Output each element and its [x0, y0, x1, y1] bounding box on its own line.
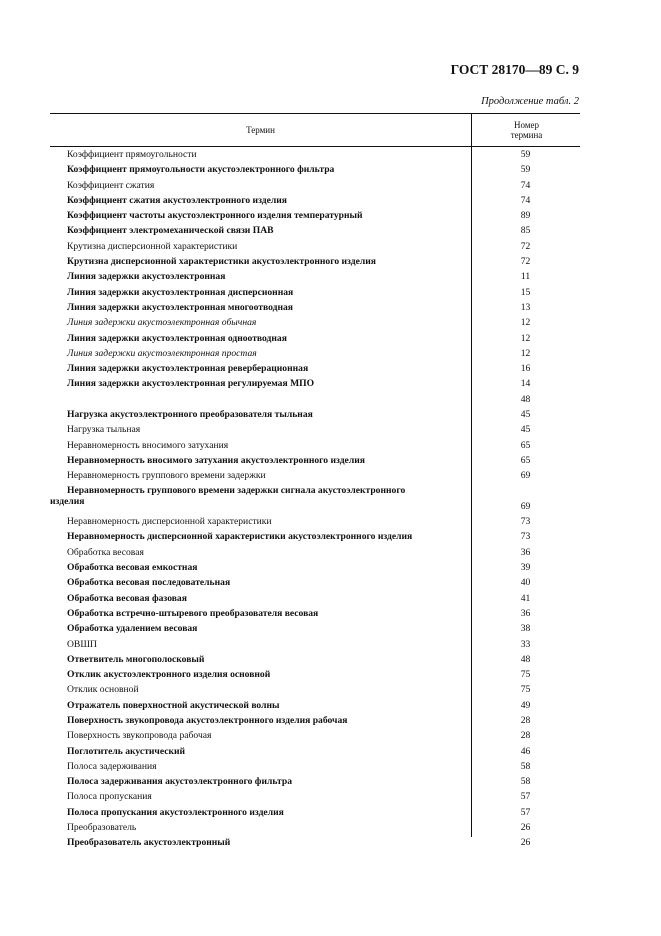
term-number: 46	[520, 745, 531, 757]
term-text: Линия задержки акустоэлектронная простая	[67, 347, 257, 359]
term-text: ОВШП	[67, 638, 97, 650]
term-text: Отражатель поверхностной акустической волны	[67, 699, 280, 711]
term-cell	[67, 407, 313, 422]
term-cell	[67, 560, 197, 575]
term-text: Отклик основной	[67, 684, 139, 696]
number-cell	[471, 193, 580, 208]
term-number: 26	[520, 837, 531, 849]
table-row	[50, 591, 580, 606]
term-cell	[67, 744, 185, 759]
term-text: Полоса пропускания	[67, 791, 152, 803]
term-cell	[67, 331, 287, 346]
term-text: Преобразователь	[67, 822, 137, 834]
table-row	[50, 560, 580, 575]
term-text: Полоса пропускания акустоэлектронного изделия	[67, 806, 284, 818]
term-cell	[67, 147, 197, 162]
number-cell	[471, 162, 580, 177]
term-number: 12	[520, 317, 531, 329]
term-cell	[67, 438, 228, 453]
term-number: 74	[520, 194, 531, 206]
number-cell	[471, 728, 580, 743]
table-header	[50, 113, 580, 147]
term-number: 45	[520, 424, 531, 436]
term-cell	[67, 652, 204, 667]
term-text: Поглотитель акустический	[67, 745, 186, 757]
term-text: Коэффициент частоты акустоэлектронного изделия температурный	[67, 210, 363, 222]
term-number: 12	[520, 347, 531, 359]
number-cell	[471, 300, 580, 315]
term-number: 72	[520, 240, 531, 252]
table-row	[50, 223, 580, 238]
term-number: 57	[520, 791, 531, 803]
term-text: Линия задержки акустоэлектронная многоотводная	[67, 301, 293, 313]
table-row	[50, 820, 580, 835]
table-row	[50, 606, 580, 621]
term-text: Нагрузка акустоэлектронного преобразователя тыльная	[67, 409, 313, 421]
term-cell	[67, 514, 272, 529]
table-row	[50, 300, 580, 315]
term-number: 58	[520, 760, 531, 772]
table-row	[50, 239, 580, 254]
term-cell	[67, 315, 256, 330]
number-cell	[471, 698, 580, 713]
table-body	[50, 147, 580, 851]
number-cell	[471, 514, 580, 529]
number-cell	[471, 774, 580, 789]
term-text: Коэффициент электромеханической связи ПАВ	[67, 225, 274, 237]
term-text: Линия задержки акустоэлектронная дисперсионная	[67, 286, 294, 298]
column-header-term: Термин	[246, 125, 275, 135]
term-text: Коэффициент прямоугольности	[67, 149, 197, 160]
number-cell	[471, 346, 580, 361]
term-text: Обработка весовая емкостная	[67, 562, 198, 574]
table-row	[50, 162, 580, 177]
term-number: 48	[520, 653, 531, 665]
term-cell	[67, 820, 136, 835]
term-number: 85	[520, 225, 531, 237]
term-text: Неравномерность группового времени задержки сигнала акустоэлектронного	[67, 484, 406, 496]
term-cell	[67, 606, 318, 621]
table-continuation-label: Продолжение табл. 2	[481, 96, 579, 107]
term-number: 12	[520, 332, 531, 344]
term-text: Линия задержки акустоэлектронная регулируемая МПО	[67, 378, 315, 390]
table-row	[50, 805, 580, 820]
term-cell	[67, 575, 230, 590]
term-cell	[67, 178, 154, 193]
term-cell	[67, 667, 270, 682]
number-cell	[471, 560, 580, 575]
term-cell	[67, 208, 363, 223]
term-text-continuation: изделия	[50, 496, 85, 508]
term-text: Коэффициент прямоугольности акустоэлектронного фильтра	[67, 164, 335, 176]
number-cell	[471, 223, 580, 238]
term-text: Крутизна дисперсионной характеристики	[67, 240, 238, 252]
number-cell	[471, 331, 580, 346]
table-row	[50, 575, 580, 590]
term-number: 75	[520, 684, 531, 696]
number-cell	[471, 147, 580, 162]
number-cell	[471, 713, 580, 728]
table-row	[50, 667, 580, 682]
number-cell	[471, 835, 580, 850]
number-cell	[471, 652, 580, 667]
term-cell	[67, 682, 139, 697]
term-number: 69	[520, 470, 531, 482]
term-cell	[67, 805, 284, 820]
term-number: 40	[520, 577, 531, 589]
table-row	[50, 147, 580, 162]
number-cell	[471, 637, 580, 652]
number-cell	[471, 178, 580, 193]
number-cell	[471, 575, 580, 590]
term-number: 13	[520, 301, 531, 313]
term-cell	[67, 529, 412, 544]
term-text: Ответвитель многополосковый	[67, 653, 205, 665]
table-row	[50, 376, 580, 407]
term-text: Неравномерность вносимого затухания акустоэлектронного изделия	[67, 454, 365, 466]
number-cell	[471, 269, 580, 284]
table-row	[50, 346, 580, 361]
table-row	[50, 682, 580, 697]
number-cell	[471, 545, 580, 560]
table-row	[50, 361, 580, 376]
term-number: 65	[520, 439, 531, 451]
term-number: 49	[520, 699, 531, 711]
term-cell	[67, 193, 287, 208]
term-cell	[50, 484, 467, 508]
table-row	[50, 637, 580, 652]
term-cell	[67, 223, 274, 238]
term-number: 33	[520, 638, 531, 650]
number-cell	[471, 789, 580, 804]
column-header-number-line2: термина	[510, 130, 543, 140]
column-header-number-line1: Номер	[513, 120, 540, 130]
column-divider	[471, 145, 472, 837]
term-number: 26	[520, 822, 531, 834]
number-cell	[471, 759, 580, 774]
term-text: Полоса задерживания	[67, 760, 157, 772]
table-row	[50, 438, 580, 453]
table-row	[50, 514, 580, 529]
term-text: Неравномерность вносимого затухания	[67, 439, 229, 451]
term-number: 15	[520, 286, 531, 298]
term-number: 57	[520, 806, 531, 818]
term-text: Коэффициент сжатия	[67, 179, 155, 191]
term-cell	[67, 346, 257, 361]
number-cell	[471, 621, 580, 636]
term-number: 59	[520, 164, 531, 176]
term-number: 28	[520, 730, 531, 742]
term-number: 45	[520, 409, 531, 421]
number-cell	[471, 744, 580, 759]
term-text: Обработка удалением весовая	[67, 623, 198, 635]
column-header-number	[471, 114, 581, 146]
term-number: 74	[520, 179, 531, 191]
term-text: Обработка весовая	[67, 546, 144, 558]
number-cell	[471, 499, 580, 514]
number-cell	[471, 438, 580, 453]
term-cell	[67, 453, 365, 468]
term-number: 11	[520, 271, 531, 283]
table-row	[50, 621, 580, 636]
table-row	[50, 652, 580, 667]
term-number: 73	[520, 516, 531, 528]
term-text: Преобразователь акустоэлектронный	[67, 837, 231, 849]
number-cell	[471, 453, 580, 468]
number-cell	[471, 361, 580, 376]
table-row	[50, 193, 580, 208]
term-text: Крутизна дисперсионной характеристики акустоэлектронного изделия	[67, 256, 376, 268]
table-row	[50, 774, 580, 789]
number-cell	[471, 805, 580, 820]
table-row	[50, 407, 580, 422]
term-cell	[67, 774, 292, 789]
term-text: Нагрузка тыльная	[67, 424, 141, 436]
term-number: 36	[520, 546, 531, 558]
table-row	[50, 484, 580, 515]
table-row	[50, 254, 580, 269]
term-text: Неравномерность дисперсионной характеристики акустоэлектронного изделия	[67, 531, 413, 543]
term-cell	[67, 621, 197, 636]
term-cell	[67, 269, 225, 284]
term-number-extra: 48	[520, 393, 531, 405]
table-row	[50, 789, 580, 804]
term-number: 28	[520, 714, 531, 726]
term-text: Неравномерность группового времени задержки	[67, 470, 266, 482]
number-cell	[471, 468, 580, 483]
term-cell	[67, 468, 266, 483]
term-text: Линия задержки акустоэлектронная обычная	[67, 317, 257, 329]
term-cell	[67, 300, 293, 315]
term-cell	[67, 698, 280, 713]
table-row	[50, 315, 580, 330]
number-cell	[471, 606, 580, 621]
term-number: 72	[520, 256, 531, 268]
term-text: Обработка весовая фазовая	[67, 592, 187, 604]
term-number: 16	[520, 363, 531, 375]
term-number: 39	[520, 562, 531, 574]
table-row	[50, 468, 580, 483]
table-row	[50, 545, 580, 560]
term-cell	[67, 591, 187, 606]
term-text: Неравномерность дисперсионной характеристики	[67, 516, 272, 528]
table-row	[50, 331, 580, 346]
number-cell	[471, 315, 580, 330]
number-cell	[471, 529, 580, 544]
table-row	[50, 728, 580, 743]
table-row	[50, 744, 580, 759]
term-number: 14	[520, 378, 531, 390]
table-row	[50, 208, 580, 223]
term-cell	[67, 361, 308, 376]
number-cell	[471, 591, 580, 606]
term-number: 36	[520, 607, 531, 619]
term-text: Полоса задерживания акустоэлектронного фильтра	[67, 776, 293, 788]
term-cell	[67, 254, 376, 269]
term-text: Обработка весовая последовательная	[67, 577, 231, 589]
term-cell	[67, 376, 314, 391]
number-cell	[471, 667, 580, 682]
term-number: 65	[520, 454, 531, 466]
table-row	[50, 178, 580, 193]
table-row	[50, 698, 580, 713]
table-row	[50, 835, 580, 850]
term-number: 89	[520, 210, 531, 222]
term-cell	[67, 789, 152, 804]
table-row	[50, 759, 580, 774]
term-cell	[67, 545, 144, 560]
table-row	[50, 713, 580, 728]
term-text: Обработка встречно-штыревого преобразователя весовая	[67, 607, 319, 619]
table-row	[50, 269, 580, 284]
number-cell	[471, 820, 580, 835]
page-header: ГОСТ 28170—89 С. 9	[450, 62, 579, 77]
term-cell	[67, 422, 140, 437]
term-number: 41	[520, 592, 531, 604]
term-text: Линия задержки акустоэлектронная одноотводная	[67, 332, 287, 344]
number-cell	[471, 422, 580, 437]
term-text: Коэффициент сжатия акустоэлектронного изделия	[67, 194, 287, 206]
number-cell	[471, 407, 580, 422]
term-cell	[67, 835, 230, 850]
term-cell	[67, 285, 293, 300]
number-cell	[471, 254, 580, 269]
number-cell	[471, 285, 580, 300]
table-row	[50, 453, 580, 468]
term-number: 58	[520, 776, 531, 788]
term-text: Отклик акустоэлектронного изделия основной	[67, 669, 271, 681]
number-cell	[471, 682, 580, 697]
term-cell	[67, 713, 347, 728]
term-number: 75	[520, 669, 531, 681]
term-cell	[67, 162, 334, 177]
term-number: 69	[520, 500, 531, 512]
term-text: Линия задержки акустоэлектронная реверберационная	[67, 363, 309, 375]
table-row	[50, 422, 580, 437]
number-cell	[471, 208, 580, 223]
term-cell	[67, 239, 237, 254]
table-row	[50, 529, 580, 544]
number-cell	[471, 376, 580, 407]
table-row	[50, 285, 580, 300]
term-cell	[67, 637, 97, 652]
term-text: Поверхность звукопровода рабочая	[67, 730, 212, 742]
term-cell	[67, 728, 211, 743]
number-cell	[471, 239, 580, 254]
term-text: Линия задержки акустоэлектронная	[67, 271, 226, 283]
term-number: 73	[520, 531, 531, 543]
term-text: Поверхность звукопровода акустоэлектронного изделия рабочая	[67, 714, 348, 726]
terms-table	[50, 113, 580, 851]
term-cell	[67, 759, 157, 774]
term-number: 59	[520, 149, 531, 160]
term-number: 38	[520, 623, 531, 635]
